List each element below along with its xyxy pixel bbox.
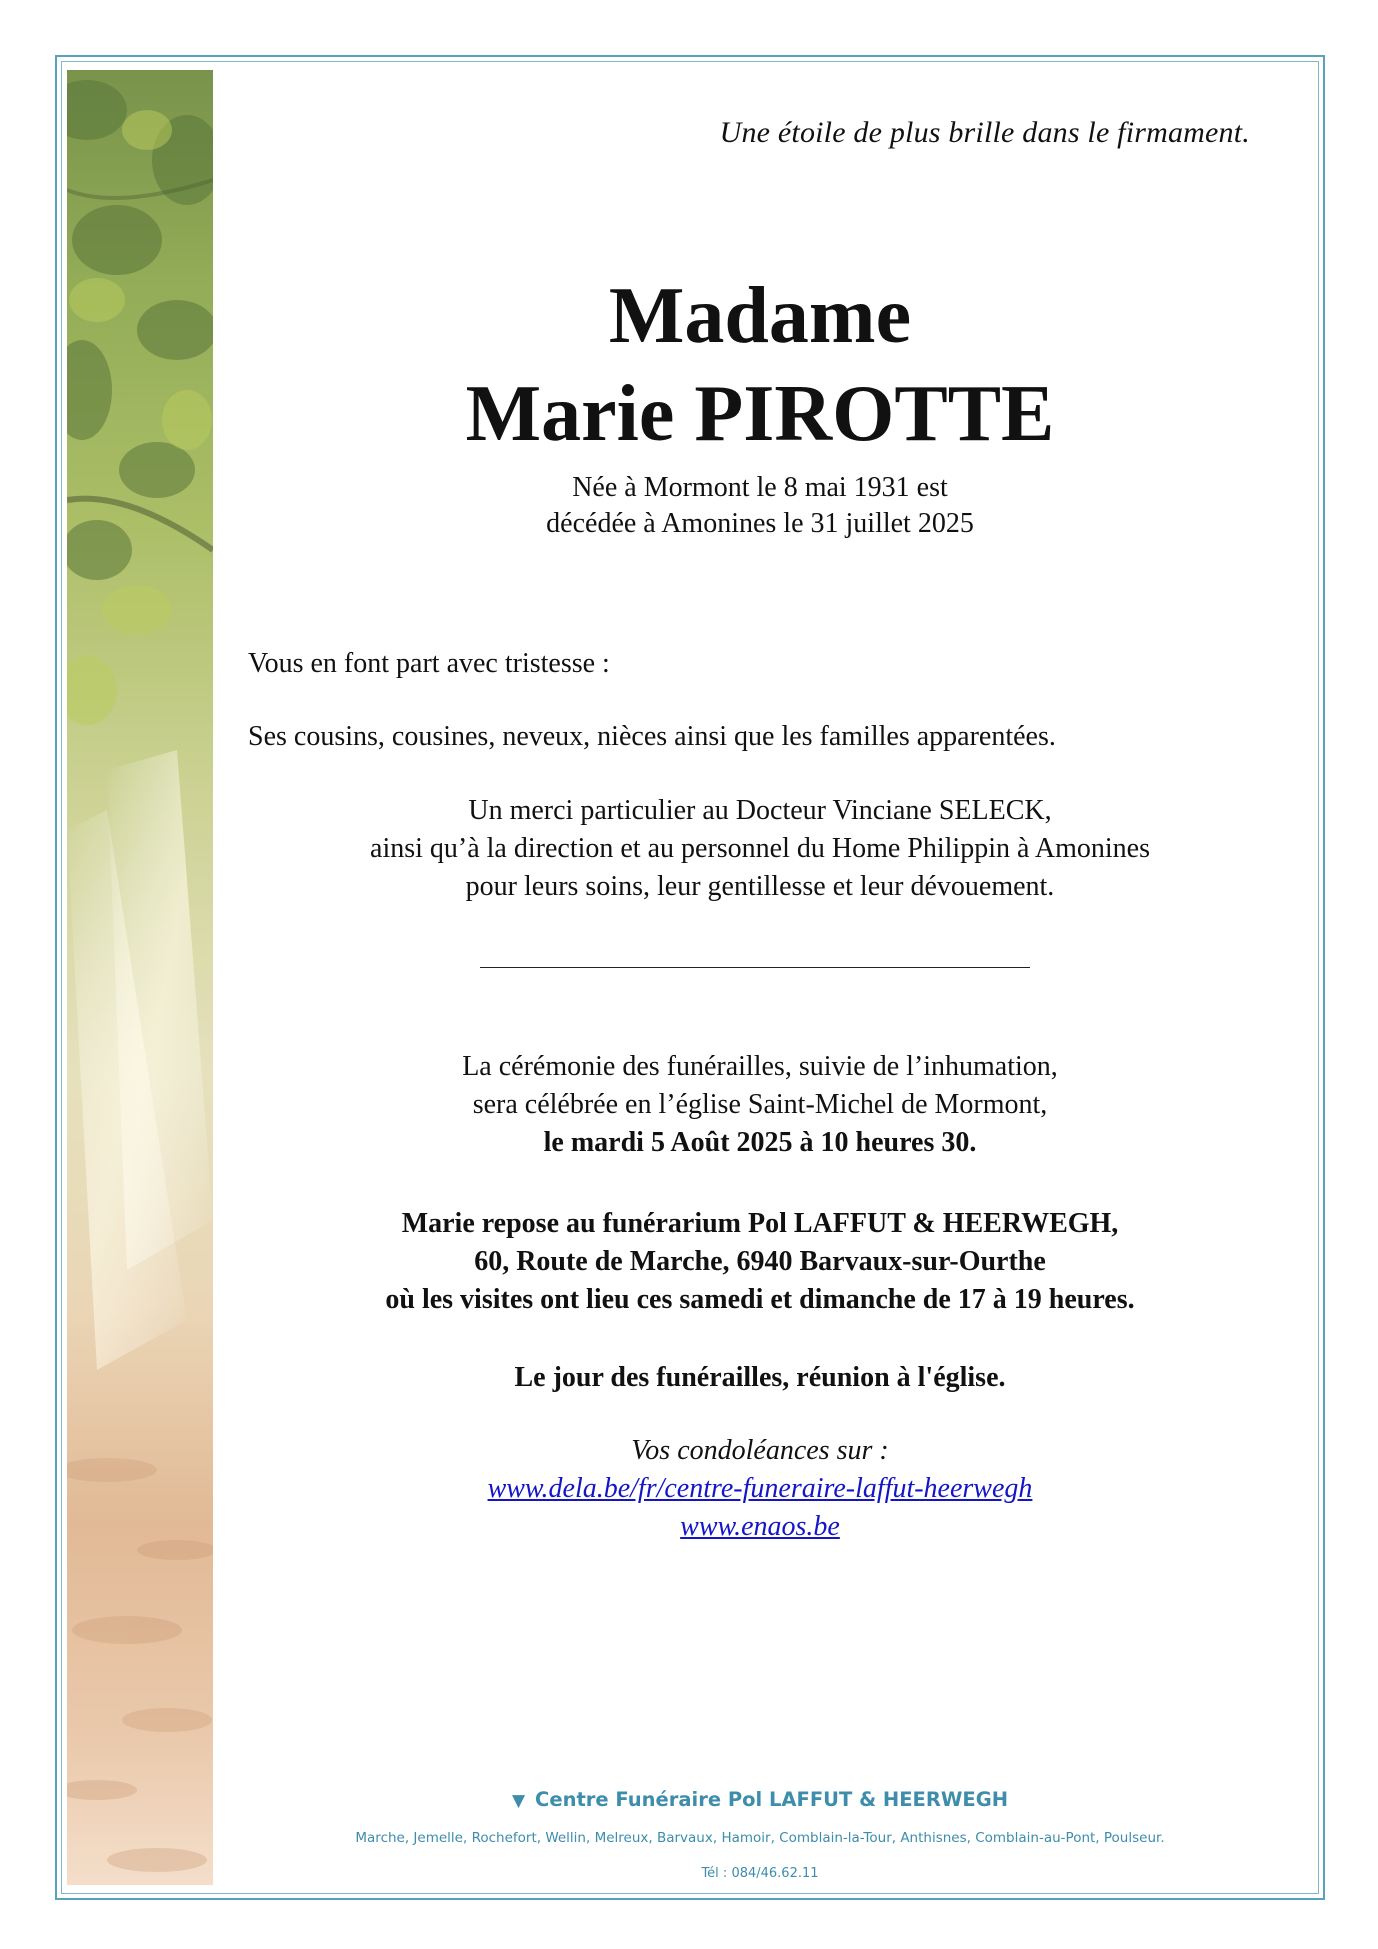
condolences-block	[240, 1432, 1280, 1546]
repose-line: Marie repose au funérarium Pol LAFFUT & HEERWEGH,	[401, 1208, 1119, 1239]
ceremony-paragraph	[240, 1048, 1280, 1162]
title-honorific: Madame	[608, 272, 912, 360]
condolences-label: Vos condoléances sur :	[631, 1435, 889, 1466]
enaos-link[interactable]: www.enaos.be	[680, 1511, 840, 1542]
announcement-line: Vous en font part avec tristesse :	[248, 648, 610, 679]
repose-paragraph	[240, 1205, 1280, 1319]
funeral-home-locations: Marche, Jemelle, Rochefort, Wellin, Melreux, Barvaux, Hamoir, Comblain-la-Tour, Anthisnes, Comblain-au-Pont, Poulseur.	[355, 1830, 1165, 1846]
repose-line: 60, Route de Marche, 6940 Barvaux-sur-Ourthe	[474, 1246, 1046, 1277]
thanks-line: Un merci particulier au Docteur Vinciane SELECK,	[468, 795, 1052, 826]
reunion-line: Le jour des funérailles, réunion à l'église.	[514, 1362, 1006, 1393]
family-line: Ses cousins, cousines, neveux, nièces ainsi que les familles apparentées.	[248, 721, 1056, 752]
epigraph: Une étoile de plus brille dans le firmament.	[719, 116, 1250, 149]
funeral-home-phone: Tél : 084/46.62.11	[701, 1866, 819, 1881]
thanks-paragraph	[240, 792, 1280, 906]
funeral-home-name	[240, 1788, 1280, 1811]
thanks-line: ainsi qu’à la direction et au personnel du Home Philippin à Amonines	[370, 833, 1150, 864]
dela-link[interactable]: www.dela.be/fr/centre-funeraire-laffut-heerwegh	[487, 1473, 1033, 1504]
birth-death-dates	[240, 470, 1280, 542]
death-line: décédée à Amonines le 31 juillet 2025	[546, 508, 974, 539]
birth-line: Née à Mormont le 8 mai 1931 est	[572, 472, 948, 503]
notice-content	[240, 0, 1280, 1949]
divider-line	[480, 967, 1030, 968]
forest-path-image	[67, 70, 213, 1885]
ceremony-line: sera célébrée en l’église Saint-Michel de Mormont,	[472, 1089, 1048, 1120]
title-name: Marie PIROTTE	[465, 370, 1055, 458]
repose-line: où les visites ont lieu ces samedi et dimanche de 17 à 19 heures.	[385, 1284, 1135, 1315]
thanks-line: pour leurs soins, leur gentillesse et leur dévouement.	[465, 871, 1055, 902]
ceremony-line: La cérémonie des funérailles, suivie de l’inhumation,	[462, 1051, 1058, 1082]
ceremony-datetime: le mardi 5 Août 2025 à 10 heures 30.	[543, 1127, 977, 1158]
funeral-home-label: Centre Funéraire Pol LAFFUT & HEERWEGH	[535, 1788, 1009, 1811]
triangle-down-icon: ▼	[511, 1791, 526, 1811]
